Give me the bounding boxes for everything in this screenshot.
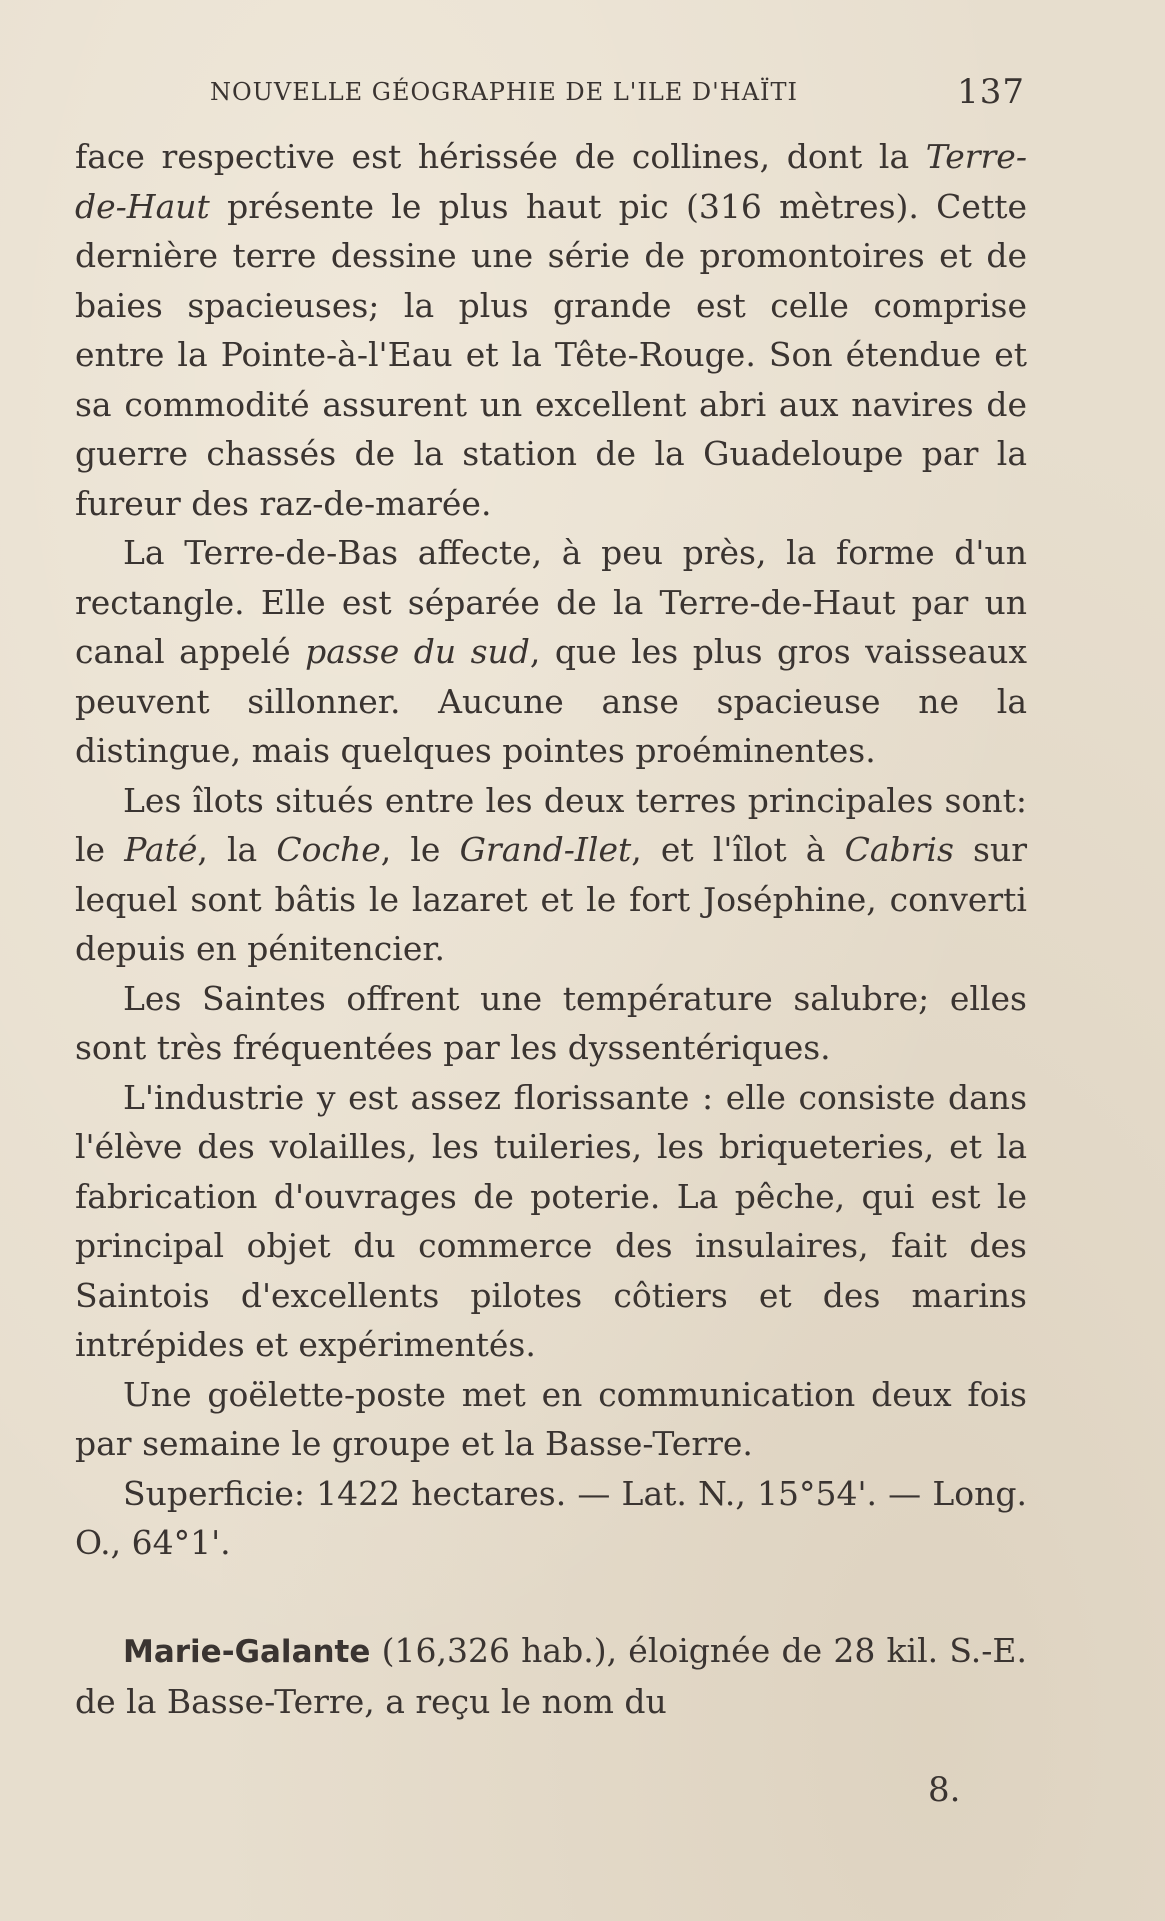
page-number: 137 — [957, 72, 1025, 112]
italic-term: passe du sud — [305, 632, 530, 671]
text-span: sur lequel sont bâtis le lazaret et le fort Joséphine, converti depuis en pénitencier. — [75, 830, 1027, 968]
italic-term: Coche — [276, 830, 381, 869]
section-gap — [75, 1568, 1027, 1626]
text-span: , que les plus gros vaisseaux peuvent sillonner. Aucune anse spacieuse ne la distingue, mais quelques pointes proéminentes. — [75, 632, 1027, 770]
text-span: Les îlots situés entre les deux terres principales sont: le — [75, 780, 1027, 869]
paragraph — [75, 1626, 1027, 1727]
paragraph — [75, 776, 1027, 974]
italic-term: Terre-de-Haut — [75, 137, 1027, 226]
text-span: face respective est hérissée de collines, dont la — [75, 137, 926, 176]
paragraph — [75, 132, 1027, 528]
italic-term: Grand-Ilet — [459, 830, 632, 869]
section-heading: Marie-Galante — [123, 1633, 371, 1670]
paragraph: Les Saintes offrent une température salubre; elles sont très fréquentées par les dyssentériques. — [75, 978, 1027, 1067]
text-span: , et l'îlot à — [631, 830, 845, 869]
page-header — [78, 72, 1033, 112]
paragraph — [75, 528, 1027, 776]
italic-term: Paté — [124, 830, 198, 869]
text-span: présente le plus haut pic (316 mètres). Cette dernière terre dessine une série de promontoires et de baies spacieuses; la plus grande est celle comprise entre la Pointe-à-l'Eau et la Tête-Rouge. Son étendue et sa commodité assurent un excellent abri aux navires de guerre chassés de la station de la Guadeloupe par la fureur des raz-de-marée. — [75, 186, 1027, 523]
paragraph: L'industrie y est assez florissante : elle consiste dans l'élève des volailles, les tuileries, les briqueteries, et la fabrication d'ouvrages de poterie. La pêche, qui est le principal objet du commerce des insulaires, fait des Saintois d'excellents pilotes côtiers et des marins intrépides et expérimentés. — [75, 1077, 1027, 1364]
italic-term: Cabris — [844, 830, 954, 869]
signature-mark: 8. — [928, 1770, 961, 1810]
text-span: , la — [197, 830, 277, 869]
paragraph: Superficie: 1422 hectares. — Lat. N., 15°54'. — Long. O., 64°1'. — [75, 1473, 1027, 1562]
text-span: La Terre-de-Bas affecte, à peu près, la forme d'un rectangle. Elle est séparée de la Terre-de-Haut par un canal appelé — [75, 533, 1027, 671]
body-text — [75, 132, 1027, 1727]
text-span: (16,326 hab.), éloignée de 28 kil. S.-E. de la Basse-Terre, a reçu le nom du — [75, 1630, 1027, 1721]
running-title: NOUVELLE GÉOGRAPHIE DE L'ILE D'HAÏTI — [210, 78, 798, 106]
paragraph: Une goëlette-poste met en communication deux fois par semaine le groupe et la Basse-Terre. — [75, 1374, 1027, 1463]
text-span: , le — [380, 830, 460, 869]
